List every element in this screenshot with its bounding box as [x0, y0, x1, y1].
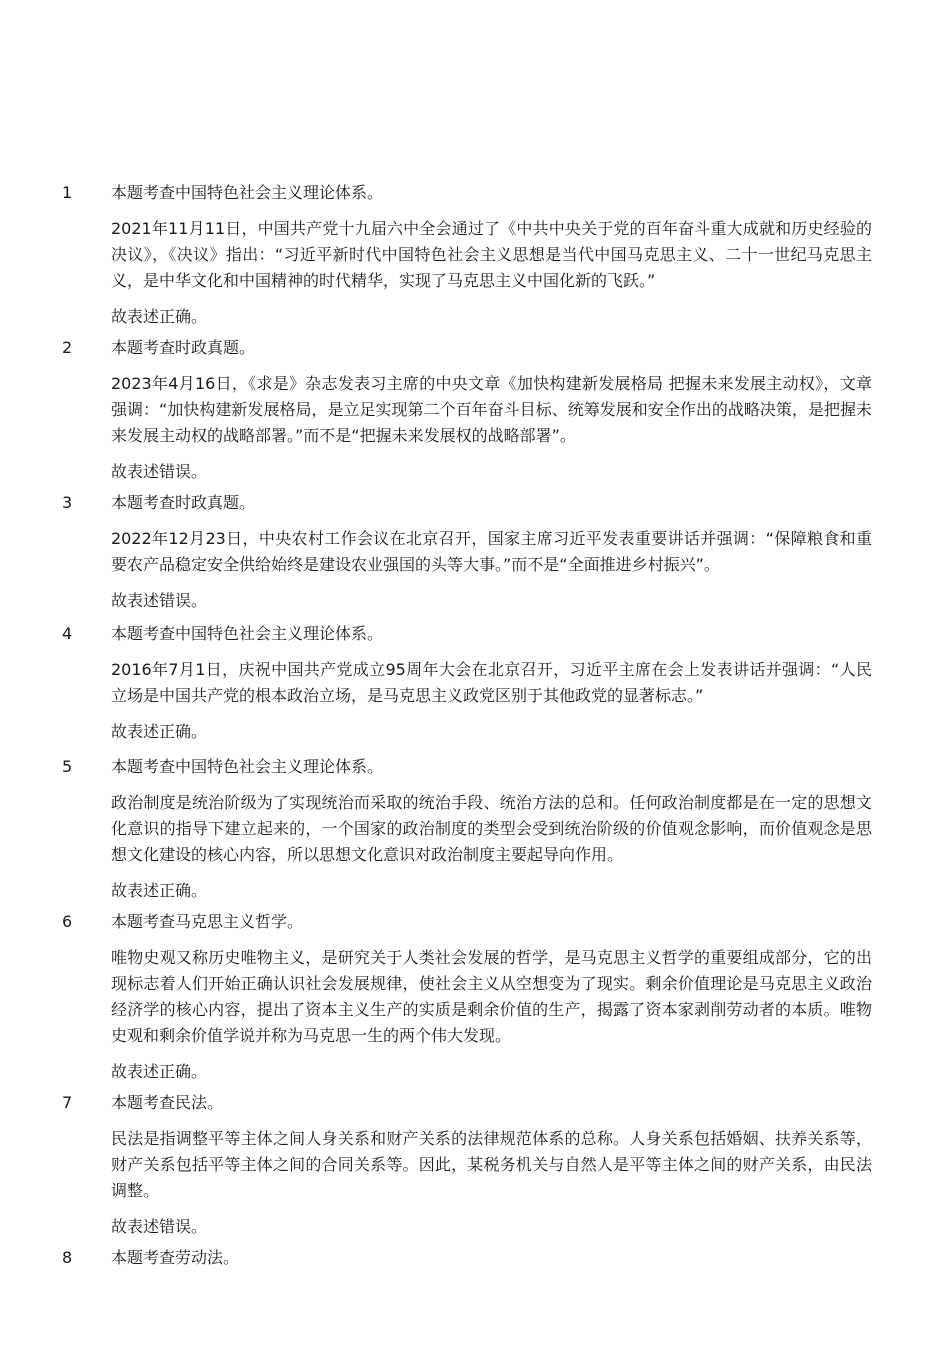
item-topic: 本题考查中国特色社会主义理论体系。 — [111, 757, 384, 776]
item-explanation: 2023年4月16日，《求是》杂志发表习主席的中央文章《加快构建新发展格局 把握未来发展主动权》，文章强调：“加快构建新发展格局，是立足实现第二个百年奋斗目标、统筹发展和安全作出的战略决策，是把握未来发展主动权的战略部署。”而不是“把握未来发展权的战略部署”。 — [111, 374, 872, 445]
item-number: 4 — [62, 624, 73, 643]
item-explanation: 2021年11月11日，中国共产党十九届六中全会通过了《中共中央关于党的百年奋斗重大成就和历史经验的决议》，《决议》指出：“习近平新时代中国特色社会主义思想是当代中国马克思主义、二十一世纪马克思主义，是中华文化和中国精神的时代精华，实现了马克思主义中国化新的飞跃。” — [111, 219, 872, 290]
item-topic: 本题考查中国特色社会主义理论体系。 — [111, 624, 384, 643]
answer-item-1 — [62, 180, 872, 330]
item-conclusion: 故表述错误。 — [111, 1217, 208, 1236]
item-number: 1 — [62, 183, 73, 202]
answer-item-8 — [62, 1245, 872, 1271]
item-conclusion: 故表述正确。 — [111, 722, 208, 741]
item-conclusion: 故表述正确。 — [111, 307, 208, 326]
item-topic: 本题考查劳动法。 — [111, 1248, 240, 1267]
answer-item-7 — [62, 1090, 872, 1240]
answer-item-5 — [62, 754, 872, 904]
answer-item-4 — [62, 621, 872, 745]
item-conclusion: 故表述正确。 — [111, 881, 208, 900]
item-number: 2 — [62, 338, 73, 357]
answer-item-3 — [62, 490, 872, 614]
item-number: 3 — [62, 493, 73, 512]
item-number: 8 — [62, 1248, 73, 1267]
item-conclusion: 故表述正确。 — [111, 1062, 208, 1081]
item-topic: 本题考查马克思主义哲学。 — [111, 912, 304, 931]
answer-item-6 — [62, 909, 872, 1085]
item-topic: 本题考查时政真题。 — [111, 338, 256, 357]
item-explanation: 唯物史观又称历史唯物主义，是研究关于人类社会发展的哲学，是马克思主义哲学的重要组成部分，它的出现标志着人们开始正确认识社会发展规律，使社会主义从空想变为了现实。剩余价值理论是马克思主义政治经济学的核心内容，提出了资本主义生产的实质是剩余价值的生产，揭露了资本家剥削劳动者的本质。唯物史观和剩余价值学说并称为马克思一生的两个伟大发现。 — [111, 948, 872, 1045]
item-conclusion: 故表述错误。 — [111, 462, 208, 481]
item-topic: 本题考查时政真题。 — [111, 493, 256, 512]
item-explanation: 政治制度是统治阶级为了实现统治而采取的统治手段、统治方法的总和。任何政治制度都是在一定的思想文化意识的指导下建立起来的，一个国家的政治制度的类型会受到统治阶级的价值观念影响，而价值观念是思想文化建设的核心内容，所以思想文化意识对政治制度主要起导向作用。 — [111, 793, 872, 864]
item-explanation: 民法是指调整平等主体之间人身关系和财产关系的法律规范体系的总称。人身关系包括婚姻、扶养关系等，财产关系包括平等主体之间的合同关系等。因此，某税务机关与自然人是平等主体之间的财产关系，由民法调整。 — [111, 1129, 872, 1200]
item-explanation: 2016年7月1日，庆祝中国共产党成立95周年大会在北京召开，习近平主席在会上发表讲话并强调：“人民立场是中国共产党的根本政治立场，是马克思主义政党区别于其他政党的显著标志。” — [111, 660, 872, 705]
answer-item-2 — [62, 335, 872, 485]
item-number: 6 — [62, 912, 73, 931]
item-number: 7 — [62, 1093, 73, 1112]
item-topic: 本题考查民法。 — [111, 1093, 224, 1112]
item-number: 5 — [62, 757, 73, 776]
item-conclusion: 故表述错误。 — [111, 591, 208, 610]
item-explanation: 2022年12月23日，中央农村工作会议在北京召开，国家主席习近平发表重要讲话并强调：“保障粮食和重要农产品稳定安全供给始终是建设农业强国的头等大事。”而不是“全面推进乡村振兴”。 — [111, 529, 872, 574]
item-topic: 本题考查中国特色社会主义理论体系。 — [111, 183, 384, 202]
